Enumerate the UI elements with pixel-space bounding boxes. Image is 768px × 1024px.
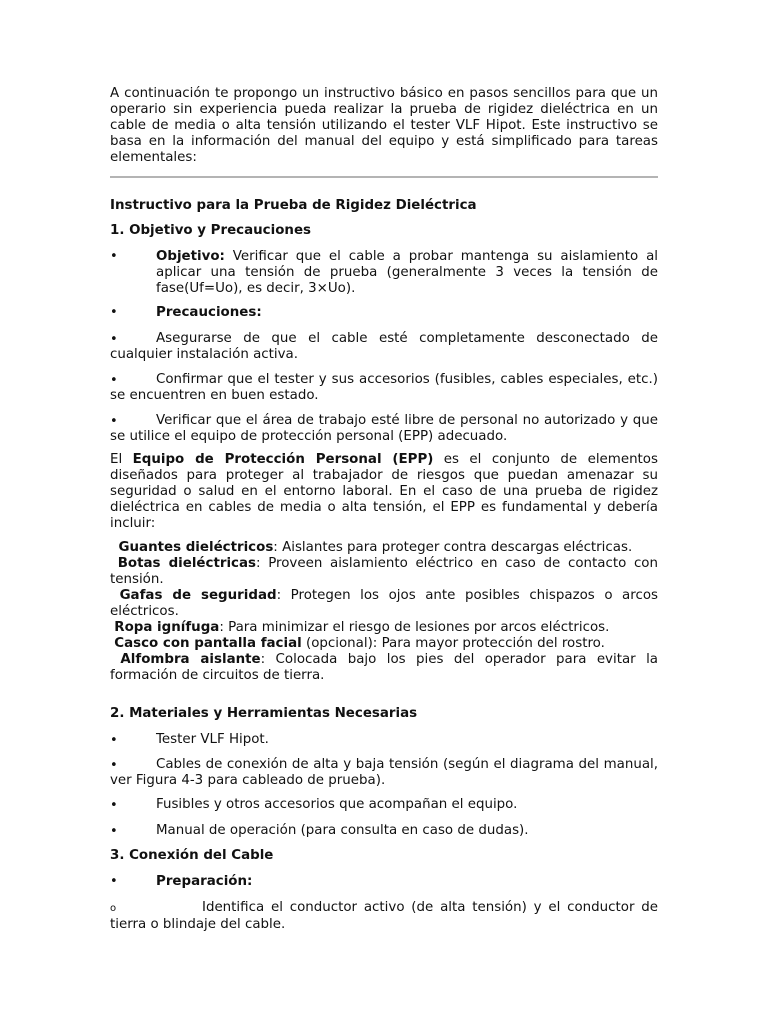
- bullet: [110, 758, 156, 768]
- precaution-item-2: •Confirmar que el tester y sus accesorios (fusibles, cables especiales, etc.) se encuentren en buen estado.: [110, 372, 658, 404]
- epp-item: Botas dieléctricas: Proveen aislamiento eléctrico en caso de contacto con tensión.: [110, 556, 658, 587]
- section-3-heading: 3. Conexión del Cable: [110, 848, 274, 863]
- preparacion-label: Preparación:: [156, 874, 253, 889]
- bullet: [110, 798, 156, 808]
- epp-term: Equipo de Protección Personal (EPP): [132, 452, 434, 467]
- epp-paragraph: El Equipo de Protección Personal (EPP) es el conjunto de elementos diseñados para proteger al trabajador de riesgos que puedan amenazar su seguridad o salud en el entorno laboral. En el caso de una prueba de rigidez dieléctrica en cables de media o alta tensión, el EPP es fundamental y debería incluir:: [110, 452, 658, 531]
- epp-item: Gafas de seguridad: Protegen los ojos ante posibles chispazos o arcos eléctricos.: [110, 588, 659, 619]
- bullet: [110, 824, 156, 834]
- preparacion-subitem: o Identifica el conductor activo (de alta tensión) y el conductor de tierra o blindaje del cable.: [110, 900, 658, 932]
- material-item-1: •Tester VLF Hipot.: [110, 732, 658, 748]
- section-1-heading: 1. Objetivo y Precauciones: [110, 223, 311, 238]
- preparacion-item: [110, 874, 658, 890]
- bullet: [110, 414, 156, 424]
- intro-paragraph: A continuación te propongo un instructivo básico en pasos sencillos para que un operario sin experiencia pueda realizar la prueba de rigidez dieléctrica en un cable de media o alta tensión utilizando el tester VLF Hipot. Este instructivo se basa en la información del manual del equipo y está simplificado para tareas elementales:: [110, 86, 658, 165]
- epp-item: Alfombra aislante: Colocada bajo los pies del operador para evitar la formación de circuitos de tierra.: [110, 652, 658, 683]
- material-item-3: •Fusibles y otros accesorios que acompañan el equipo.: [110, 797, 658, 813]
- bullet: [110, 332, 156, 342]
- precauciones-item: [110, 305, 658, 321]
- epp-item: Guantes dieléctricos: Aislantes para proteger contra descargas eléctricas.: [118, 540, 633, 555]
- objetivo-text: Verificar que el cable a probar mantenga su aislamiento al aplicar una tensión de prueba (generalmente 3 veces la tensión de fase(Uf=Uo), es decir, 3×Uo).: [156, 249, 658, 296]
- section-2-heading: 2. Materiales y Herramientas Necesarias: [110, 706, 418, 721]
- bullet: [110, 373, 156, 383]
- bullet: [110, 874, 156, 890]
- epp-item: Ropa ignífuga: Para minimizar el riesgo de lesiones por arcos eléctricos.: [114, 620, 610, 635]
- precauciones-label: Precauciones:: [156, 305, 262, 320]
- bullet: [110, 733, 156, 743]
- epp-list: [110, 540, 658, 684]
- horizontal-rule: [110, 176, 658, 178]
- bullet: [110, 249, 156, 297]
- material-item-4: •Manual de operación (para consulta en caso de dudas).: [110, 823, 658, 839]
- objetivo-item: [110, 249, 658, 297]
- epp-item: Casco con pantalla facial (opcional): Para mayor protección del rostro.: [114, 636, 605, 651]
- bullet: [110, 305, 156, 321]
- objetivo-label: Objetivo:: [156, 249, 225, 264]
- document-title: Instructivo para la Prueba de Rigidez Dieléctrica: [110, 198, 477, 213]
- sub-bullet-marker: o: [110, 903, 117, 914]
- precaution-item-1: •Asegurarse de que el cable esté completamente desconectado de cualquier instalación activa.: [110, 331, 658, 363]
- document-page: [110, 86, 659, 932]
- precaution-item-3: •Verificar que el área de trabajo esté libre de personal no autorizado y que se utilice el equipo de protección personal (EPP) adecuado.: [110, 413, 658, 445]
- material-item-2: •Cables de conexión de alta y baja tensión (según el diagrama del manual, ver Figura 4-3 para cableado de prueba).: [110, 757, 658, 789]
